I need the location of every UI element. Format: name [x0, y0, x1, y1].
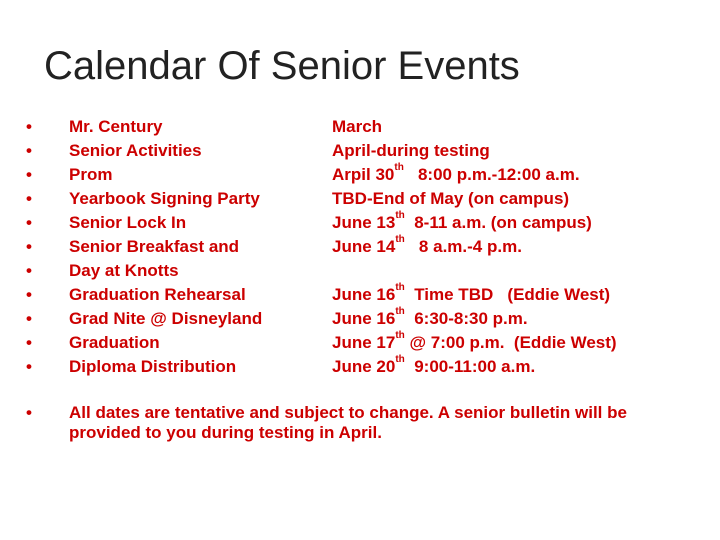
event-date-text: TBD-End of May (on campus)	[332, 189, 570, 208]
event-name: Mr. Century	[69, 117, 163, 136]
date-ordinal-suffix: th	[395, 330, 405, 341]
event-date-text: April-during testing	[332, 141, 490, 160]
bullet-icon: •	[26, 261, 32, 280]
bullet-icon: •	[26, 237, 32, 256]
event-time-text: 9:00-11:00 a.m.	[404, 357, 536, 376]
event-date-text: June 16	[332, 285, 396, 304]
event-name: Yearbook Signing Party	[69, 189, 260, 208]
event-date	[332, 307, 528, 331]
event-name: Graduation	[69, 333, 160, 352]
event-time-text: Time TBD (Eddie West)	[404, 285, 611, 304]
event-date	[332, 355, 535, 379]
event-name: Senior Activities	[69, 141, 202, 160]
event-date	[332, 115, 382, 139]
bullet-icon: •	[26, 117, 32, 136]
event-time-text: 8-11 a.m. (on campus)	[404, 213, 592, 232]
event-date-text: June 13	[332, 213, 396, 232]
date-ordinal-suffix: th	[394, 162, 404, 173]
event-date-text: June 14	[332, 237, 396, 256]
event-time-text: 8:00 p.m.-12:00 a.m.	[403, 165, 580, 184]
event-date-text: June 20	[332, 357, 396, 376]
event-date-text: June 16	[332, 309, 396, 328]
event-date	[332, 163, 580, 187]
event-name: Senior Lock In	[69, 213, 187, 232]
event-date-text: June 17	[332, 333, 396, 352]
event-date	[332, 211, 592, 235]
event-date-text: March	[332, 117, 383, 136]
event-name: Prom	[69, 165, 113, 184]
bullet-icon: •	[26, 285, 32, 304]
bullet-icon: •	[26, 189, 32, 208]
event-name: Senior Breakfast and	[69, 237, 240, 256]
date-ordinal-suffix: th	[395, 306, 405, 317]
event-name: Graduation Rehearsal	[69, 285, 246, 304]
date-ordinal-suffix: th	[395, 210, 405, 221]
event-name: Grad Nite @ Disneyland	[69, 309, 263, 328]
event-date	[332, 283, 610, 307]
date-ordinal-suffix: th	[395, 234, 405, 245]
bullet-icon: •	[26, 165, 32, 184]
note-text: All dates are tentative and subject to change. A senior bulletin will be provided to you during testing in April.	[69, 403, 627, 442]
event-time-text: 8 a.m.-4 p.m.	[404, 237, 522, 256]
event-date	[332, 187, 569, 211]
event-date-text: Arpil 30	[332, 165, 395, 184]
event-time-text: 6:30-8:30 p.m.	[404, 309, 528, 328]
event-time-text: @ 7:00 p.m. (Eddie West)	[404, 333, 617, 352]
bullet-icon: •	[26, 309, 32, 328]
event-name: Day at Knotts	[69, 261, 179, 280]
event-date	[332, 331, 617, 355]
date-ordinal-suffix: th	[395, 282, 405, 293]
event-date	[332, 139, 490, 163]
bullet-icon: •	[26, 213, 32, 232]
event-date	[332, 235, 522, 259]
event-name: Diploma Distribution	[69, 357, 237, 376]
bullet-icon: •	[26, 141, 32, 160]
bullet-icon: •	[26, 357, 32, 376]
date-ordinal-suffix: th	[395, 354, 405, 365]
bullet-icon: •	[26, 333, 32, 352]
bullet-icon: •	[26, 403, 32, 422]
slide-title: Calendar Of Senior Events	[44, 44, 520, 88]
